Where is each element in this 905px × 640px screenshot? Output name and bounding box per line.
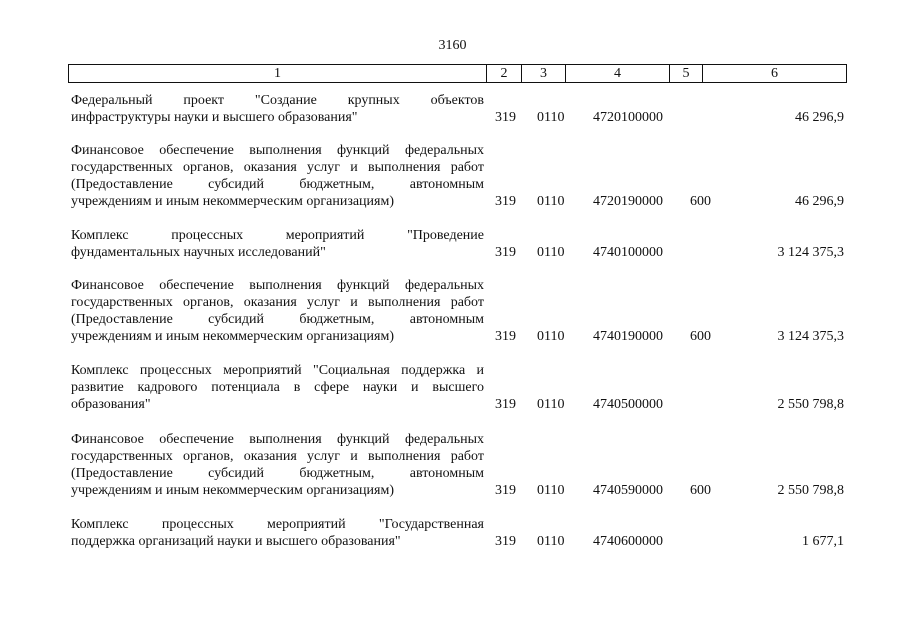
header-row bbox=[69, 65, 847, 83]
row-code-col-2: 319 bbox=[495, 397, 516, 412]
row-code-col-2: 319 bbox=[495, 194, 516, 209]
table-row bbox=[0, 516, 905, 550]
row-code-col-3: 0110 bbox=[537, 534, 565, 549]
row-code-col-5: 600 bbox=[690, 329, 711, 344]
table-row bbox=[0, 431, 905, 499]
table-row bbox=[0, 142, 905, 210]
row-description bbox=[71, 92, 484, 126]
description-line: Финансовое обеспечение выполнения функций федеральных bbox=[71, 143, 484, 158]
description-line: государственных органов, оказания услуг и выполнения работ bbox=[71, 160, 484, 175]
row-code-col-4: 4720100000 bbox=[593, 110, 663, 125]
row-description bbox=[71, 362, 484, 413]
row-amount: 3 124 375,3 bbox=[777, 245, 844, 260]
column-header-table bbox=[68, 64, 847, 83]
description-line: учреждениям и иным некоммерческим организациям) bbox=[71, 194, 395, 209]
description-line: образования" bbox=[71, 397, 151, 412]
row-code-col-5: 600 bbox=[690, 194, 711, 209]
header-col-6: 6 bbox=[703, 65, 847, 83]
row-code-col-2: 319 bbox=[495, 534, 516, 549]
row-code-col-2: 319 bbox=[495, 483, 516, 498]
row-amount: 2 550 798,8 bbox=[777, 483, 844, 498]
description-line: фундаментальных научных исследований" bbox=[71, 245, 326, 260]
row-code-col-2: 319 bbox=[495, 110, 516, 125]
header-col-5: 5 bbox=[670, 65, 703, 83]
description-line: развитие кадрового потенциала в сфере науки и высшего bbox=[71, 380, 484, 395]
row-code-col-4: 4720190000 bbox=[593, 194, 663, 209]
row-code-col-5: 600 bbox=[690, 483, 711, 498]
page-number: 3160 bbox=[438, 38, 467, 53]
row-amount: 1 677,1 bbox=[802, 534, 844, 549]
row-amount: 2 550 798,8 bbox=[777, 397, 844, 412]
row-description bbox=[71, 277, 484, 345]
description-line: (Предоставление субсидий бюджетным, автономным bbox=[71, 177, 484, 192]
row-code-col-3: 0110 bbox=[537, 483, 565, 498]
table-row bbox=[0, 227, 905, 261]
row-code-col-3: 0110 bbox=[537, 194, 565, 209]
row-description bbox=[71, 431, 484, 499]
header-col-2: 2 bbox=[487, 65, 522, 83]
row-amount: 3 124 375,3 bbox=[777, 329, 844, 344]
description-line: поддержка организаций науки и высшего образования" bbox=[71, 534, 401, 549]
row-description bbox=[71, 142, 484, 210]
description-line: учреждениям и иным некоммерческим организациям) bbox=[71, 483, 395, 498]
description-line: Комплекс процессных мероприятий "Проведение bbox=[71, 228, 484, 243]
row-code-col-4: 4740100000 bbox=[593, 245, 663, 260]
row-description bbox=[71, 516, 484, 550]
description-line: (Предоставление субсидий бюджетным, автономным bbox=[71, 312, 484, 327]
header-col-4: 4 bbox=[566, 65, 670, 83]
description-line: Комплекс процессных мероприятий "Социальная поддержка и bbox=[71, 363, 484, 378]
row-code-col-2: 319 bbox=[495, 329, 516, 344]
row-code-col-3: 0110 bbox=[537, 245, 565, 260]
row-code-col-4: 4740500000 bbox=[593, 397, 663, 412]
row-amount: 46 296,9 bbox=[795, 110, 844, 125]
row-code-col-4: 4740190000 bbox=[593, 329, 663, 344]
row-code-col-4: 4740600000 bbox=[593, 534, 663, 549]
table-row bbox=[0, 92, 905, 126]
description-line: Федеральный проект "Создание крупных объектов bbox=[71, 93, 484, 108]
row-amount: 46 296,9 bbox=[795, 194, 844, 209]
row-code-col-4: 4740590000 bbox=[593, 483, 663, 498]
description-line: (Предоставление субсидий бюджетным, автономным bbox=[71, 466, 484, 481]
description-line: Финансовое обеспечение выполнения функций федеральных bbox=[71, 278, 484, 293]
description-line: государственных органов, оказания услуг и выполнения работ bbox=[71, 449, 484, 464]
description-line: учреждениям и иным некоммерческим организациям) bbox=[71, 329, 395, 344]
row-code-col-3: 0110 bbox=[537, 329, 565, 344]
table-row bbox=[0, 362, 905, 413]
row-code-col-2: 319 bbox=[495, 245, 516, 260]
description-line: Комплекс процессных мероприятий "Государственная bbox=[71, 517, 484, 532]
row-description bbox=[71, 227, 484, 261]
table-row bbox=[0, 277, 905, 345]
row-code-col-3: 0110 bbox=[537, 110, 565, 125]
description-line: Финансовое обеспечение выполнения функций федеральных bbox=[71, 432, 484, 447]
description-line: инфраструктуры науки и высшего образования" bbox=[71, 110, 358, 125]
header-col-3: 3 bbox=[522, 65, 566, 83]
row-code-col-3: 0110 bbox=[537, 397, 565, 412]
header-col-1: 1 bbox=[69, 65, 487, 83]
description-line: государственных органов, оказания услуг и выполнения работ bbox=[71, 295, 484, 310]
